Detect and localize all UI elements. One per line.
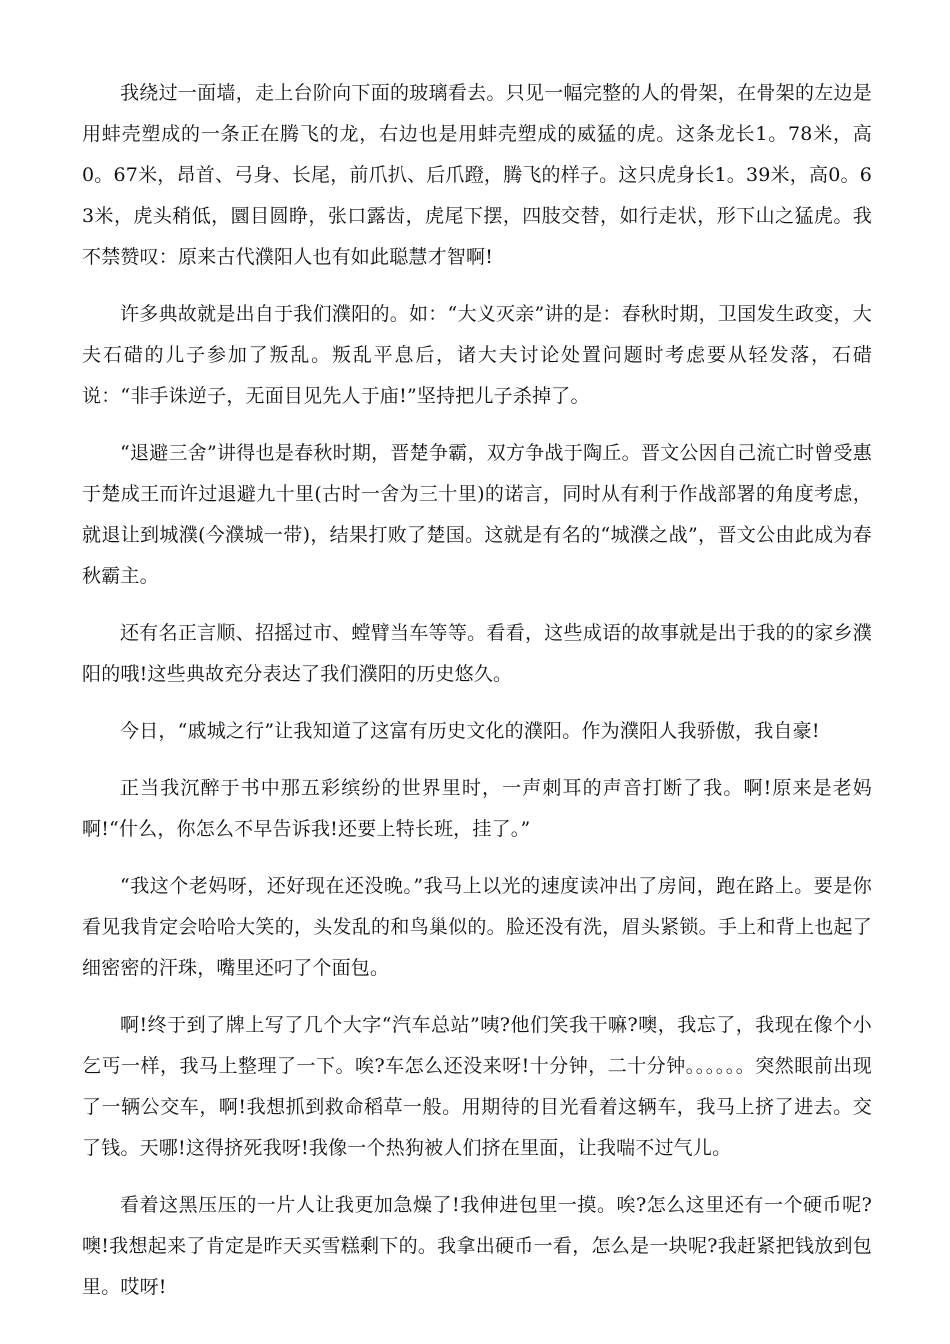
paragraph-9: 看着这黑压压的一片人让我更加急燥了!我伸进包里一摸。唉?怎么这里还有一个硬币呢?噢!我想起来了肯定是昨天买雪糕剩下的。我拿出硬币一看，怎么是一块呢?我赶紧把钱放到包里。哎呀! xyxy=(82,1194,872,1298)
paragraph-5: 今日，“戚城之行”让我知道了这富有历史文化的濮阳。作为濮阳人我骄傲，我自豪! xyxy=(120,720,820,742)
paragraph-4: 还有名正言顺、招摇过市、螳臂当车等等。看看，这些成语的故事就是出于我的的家乡濮阳的哦!这些典故充分表达了我们濮阳的历史悠久。 xyxy=(82,622,872,685)
paragraph-7: “我这个老妈呀，还好现在还没晚。”我马上以光的速度读冲出了房间，跑在路上。要是你看见我肯定会哈哈大笑的，头发乱的和鸟巢似的。脸还没有洗，眉头紧锁。手上和背上也起了细密密的汗珠，嘴里还叼了个面包。 xyxy=(82,875,872,979)
paragraph-2: 许多典故就是出自于我们濮阳的。如：“大义灭亲”讲的是：春秋时期，卫国发生政变，大夫石碏的儿子参加了叛乱。叛乱平息后，诸大夫讨论处置问题时考虑要从轻发落，石碏说：“非手诛逆子，无面目见先人于庙!”坚持把儿子杀掉了。 xyxy=(82,303,872,407)
paragraph-8: 啊!终于到了牌上写了几个大字“汽车总站”咦?他们笑我干嘛?噢，我忘了，我现在像个小乞丐一样，我马上整理了一下。唉?车怎么还没来呀!十分钟，二十分钟。。。。。。突然眼前出现了一辆公交车，啊!我想抓到救命稻草一般。用期待的目光看着这辆车，我马上挤了进去。交了钱。天哪!这得挤死我呀!我像一个热狗被人们挤在里面，让我喘不过气儿。 xyxy=(82,1014,872,1159)
paragraph-1: 我绕过一面墙，走上台阶向下面的玻璃看去。只见一幅完整的人的骨架，在骨架的左边是用蚌壳塑成的一条正在腾飞的龙，右边也是用蚌壳塑成的威猛的虎。这条龙长1。78米，高0。67米，昂首、弓身、长尾，前爪扒、后爪蹬，腾飞的样子。这只虎身长1。39米，高0。63米，虎头稍低，圜目圆睁，张口露齿，虎尾下摆，四肢交替，如行走状，形下山之猛虎。我不禁赞叹：原来古代濮阳人也有如此聪慧才智啊! xyxy=(82,82,872,268)
paragraph-3: “退避三舍”讲得也是春秋时期，晋楚争霸，双方争战于陶丘。晋文公因自己流亡时曾受惠于楚成王而许过退避九十里(古时一舍为三十里)的诺言，同时从有利于作战部署的角度考虑，就退让到城濮(今濮城一带)，结果打败了楚国。这就是有名的“城濮之战”，晋文公由此成为春秋霸主。 xyxy=(82,442,872,587)
paragraph-6: 正当我沉醉于书中那五彩缤纷的世界里时，一声刺耳的声音打断了我。啊!原来是老妈啊!“什么，你怎么不早告诉我!还要上特长班，挂了。” xyxy=(82,777,872,840)
document-body xyxy=(82,73,872,1324)
